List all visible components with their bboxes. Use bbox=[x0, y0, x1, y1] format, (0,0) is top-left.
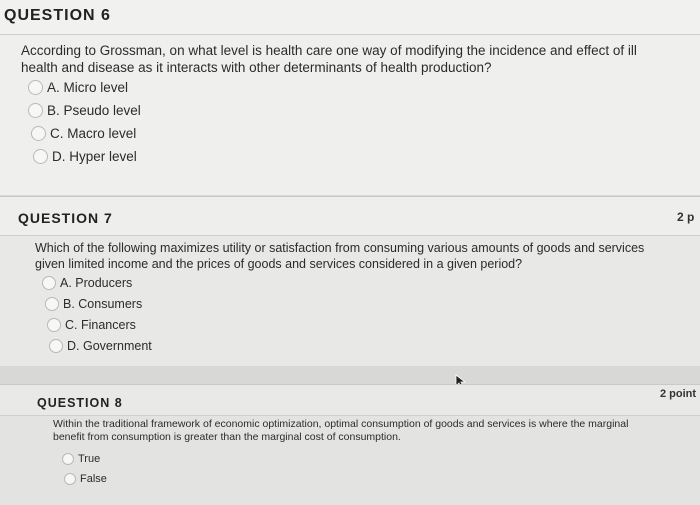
option-label: B. Pseudo level bbox=[47, 103, 141, 118]
question-7-title: QUESTION 7 bbox=[18, 210, 113, 226]
radio-button[interactable] bbox=[49, 339, 63, 353]
question-7-points: 2 p bbox=[677, 210, 695, 224]
question-6-option-c[interactable] bbox=[31, 126, 136, 141]
question-8-header bbox=[0, 385, 700, 416]
question-6-body bbox=[0, 35, 700, 195]
question-7-option-c[interactable] bbox=[47, 318, 136, 332]
question-7-option-a[interactable] bbox=[42, 276, 132, 290]
option-label: A. Micro level bbox=[47, 80, 129, 95]
radio-button[interactable] bbox=[33, 149, 48, 164]
radio-button[interactable] bbox=[64, 473, 76, 485]
radio-button[interactable] bbox=[31, 126, 46, 141]
question-7-body bbox=[0, 236, 700, 366]
question-8-body bbox=[0, 416, 700, 505]
question-8-option-false[interactable] bbox=[64, 473, 107, 485]
radio-button[interactable] bbox=[62, 453, 74, 465]
radio-button[interactable] bbox=[45, 297, 59, 311]
question-7-prompt: Which of the following maximizes utility or satisfaction from consuming various amounts of goods and services given limited income and the prices of goods and services considered in a given period? bbox=[35, 241, 645, 271]
radio-button[interactable] bbox=[42, 276, 56, 290]
option-label: D. Government bbox=[67, 339, 152, 353]
question-8-prompt: Within the traditional framework of economic optimization, optimal consumption of goods and services is where the marginal benefit from consumption is greater than the marginal cost of consumption. bbox=[53, 418, 629, 444]
question-6-header bbox=[0, 0, 700, 35]
option-label: A. Producers bbox=[60, 276, 133, 290]
question-6-option-b[interactable] bbox=[28, 103, 141, 118]
question-8-points: 2 point bbox=[660, 388, 697, 400]
question-8-title: QUESTION 8 bbox=[37, 396, 123, 410]
option-label: D. Hyper level bbox=[52, 149, 137, 164]
question-8-option-true[interactable] bbox=[62, 453, 100, 465]
option-label: True bbox=[78, 453, 101, 465]
option-label: B. Consumers bbox=[63, 297, 143, 311]
radio-button[interactable] bbox=[47, 318, 61, 332]
question-6-option-a[interactable] bbox=[28, 80, 128, 95]
question-7-option-b[interactable] bbox=[45, 297, 142, 311]
radio-button[interactable] bbox=[28, 103, 43, 118]
radio-button[interactable] bbox=[28, 80, 43, 95]
question-6-option-d[interactable] bbox=[33, 149, 137, 164]
option-label: C. Macro level bbox=[50, 126, 137, 141]
question-6-prompt: According to Grossman, on what level is health care one way of modifying the incidence and effect of ill health and disease as it interacts with other determinants of health production? bbox=[21, 43, 637, 75]
option-label: False bbox=[80, 473, 107, 485]
question-6-title: QUESTION 6 bbox=[4, 7, 111, 24]
question-7-option-d[interactable] bbox=[49, 339, 152, 353]
option-label: C. Financers bbox=[65, 318, 136, 332]
question-7-header bbox=[0, 197, 700, 236]
